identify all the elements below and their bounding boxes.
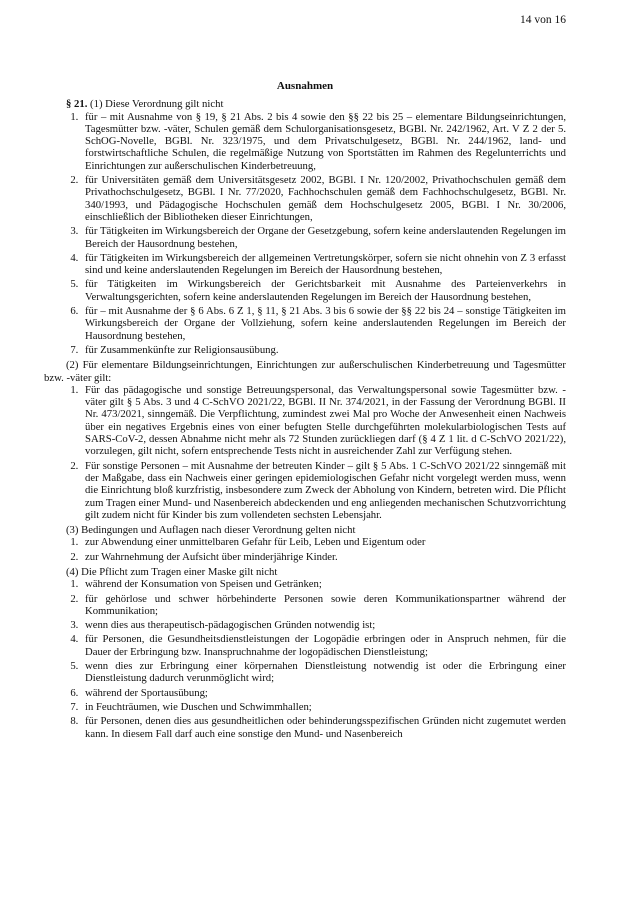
list-item: 7. in Feuchträumen, wie Duschen und Schwimmhallen; <box>81 701 566 713</box>
list-item: 1. Für das pädagogische und sonstige Betreuungspersonal, das Verwaltungspersonal sowie Tagesmütter bzw. -väter gilt § 5 Abs. 3 und 4 C-SchVO 2021/22, BGBl. II Nr. 374/2021, in der Fassung der Verordnung BGBl. II Nr. 473/2021, sinngemäß. Die Verpflichtung, zumindest zwei Mal pro Woche der Anwesenheit einen Nachweis über ein negatives Ergebnis eines von einer befugten Stelle durchgeführten molekularbiologischen Tests auf SARS-CoV-2, dessen Abnahme nicht mehr als 72 Stunden zurückliegen darf (§ 4 Z 1 lit. d C-SchVO 2021/22), vorzulegen, gilt nicht, sofern entsprechende Tests nicht in ausreichender Zahl zur Verfügung stehen. <box>81 384 566 458</box>
paragraph-2-intro: (2) Für elementare Bildungseinrichtungen, Einrichtungen zur außerschulischen Kinderbetreuung und Tagesmütter bzw. -väter gilt: <box>44 359 566 384</box>
paragraph-1-list <box>44 111 566 357</box>
list-item: 2. zur Wahrnehmung der Aufsicht über minderjährige Kinder. <box>81 551 566 563</box>
section-number: § 21. <box>66 98 88 111</box>
paragraph-1-intro <box>44 98 566 110</box>
list-item: 5. wenn dies zur Erbringung einer körpernahen Dienstleistung notwendig ist oder die Erbringung einer Dienstleistung dadurch verunmöglicht wird; <box>81 660 566 685</box>
list-item: 3. für Tätigkeiten im Wirkungsbereich der Organe der Gesetzgebung, sofern keine anderslautenden Regelungen im Bereich der Hausordnung bestehen, <box>81 225 566 250</box>
list-item: 7. für Zusammenkünfte zur Religionsausübung. <box>81 344 566 356</box>
list-item: 4. für Tätigkeiten im Wirkungsbereich der allgemeinen Vertretungskörper, sofern sie nicht ohnehin von Z 3 erfasst sind und keine anderslautenden Regelungen im Bereich der Hausordnung bestehen, <box>81 252 566 277</box>
list-item: 1. während der Konsumation von Speisen und Getränken; <box>81 578 566 590</box>
list-item: 2. für Universitäten gemäß dem Universitätsgesetz 2002, BGBl. I Nr. 120/2002, Privathochschulen gemäß dem Privathochschulgesetz, BGBl. I Nr. 77/2020, Fachhochschulen gemäß dem Fachhochschulgesetz, BGBl. Nr. 340/1993, und Pädagogische Hochschulen gemäß dem Hochschulgesetz 2005, BGBl. I Nr. 30/2006, einschließlich der Bibliotheken dieser Einrichtungen, <box>81 174 566 223</box>
list-item: 6. während der Sportausübung; <box>81 687 566 699</box>
list-item: 5. für Tätigkeiten im Wirkungsbereich der Gerichtsbarkeit mit Ausnahme des Parteienverkehrs in Verwaltungsgerichten, sofern keine anderslautenden Regelungen im Bereich der Hausordnung bestehen, <box>81 278 566 303</box>
list-item: 1. für – mit Ausnahme von § 19, § 21 Abs. 2 bis 4 sowie den §§ 22 bis 25 – elementare Bildungseinrichtungen, Tagesmütter bzw. -väter, Schulen gemäß dem Schulorganisationsgesetz, BGBl. Nr. 242/1962, Art. V Z 2 der 5. SchOG-Novelle, BGBl. Nr. 323/1975, und dem Privatschulgesetz, BGBl. Nr. 244/1962, land- und forstwirtschaftliche Schulen, die regelmäßige Nutzung von Sportstätten im Rahmen des Regelunterrichts und Einrichtungen zur außerschulischen Kinderbetreuung, <box>81 111 566 172</box>
list-item: 3. wenn dies aus therapeutisch-pädagogischen Gründen notwendig ist; <box>81 619 566 631</box>
list-item: 2. für gehörlose und schwer hörbehinderte Personen sowie deren Kommunikationspartner während der Kommunikation; <box>81 593 566 618</box>
paragraph-3-list <box>44 536 566 563</box>
page-number: 14 von 16 <box>520 14 566 26</box>
list-item: 8. für Personen, denen dies aus gesundheitlichen oder behinderungsspezifischen Gründen nicht zugemutet werden kann. In diesem Fall darf auch eine sonstige den Mund- und Nasenbereich <box>81 715 566 740</box>
paragraph-4-list <box>44 578 566 740</box>
section-heading: Ausnahmen <box>276 80 334 92</box>
list-item: 6. für – mit Ausnahme der § 6 Abs. 6 Z 1, § 11, § 21 Abs. 3 bis 6 sowie der §§ 22 bis 24 – sonstige Tätigkeiten im Wirkungsbereich der Organe der Vollziehung, sofern keine anderslautenden Regelungen im Bereich der Hausordnung bestehen, <box>81 305 566 342</box>
list-item: 1. zur Abwendung einer unmittelbaren Gefahr für Leib, Leben und Eigentum oder <box>81 536 566 548</box>
paragraph-1-text: (1) Diese Verordnung gilt nicht <box>90 98 224 111</box>
document-body <box>44 80 566 743</box>
list-item: 2. Für sonstige Personen – mit Ausnahme der betreuten Kinder – gilt § 5 Abs. 1 C-SchVO 2021/22 sinngemäß mit der Maßgabe, dass ein Nachweis einer geringen epidemiologischen Gefahr nicht vorgelegt werden muss, wenn die Einrichtung bloß kurzfristig, insbesondere zum Zweck der Abholung von Kindern, betreten wird. Die Pflicht zum Tragen einer Mund- und Nasenbereich abdeckenden und eng anliegenden mechanischen Schutzvorrichtung gilt zudem nicht für Kinder bis zum vollendeten sechsten Lebensjahr. <box>81 460 566 521</box>
paragraph-3-intro: (3) Bedingungen und Auflagen nach dieser Verordnung gelten nicht <box>66 524 356 537</box>
list-item: 4. für Personen, die Gesundheitsdienstleistungen der Logopädie erbringen oder in Anspruch nehmen, für die Dauer der Erbringung bzw. Inanspruchnahme der logopädischen Dienstleistung; <box>81 633 566 658</box>
paragraph-2-list <box>44 384 566 521</box>
paragraph-4-intro: (4) Die Pflicht zum Tragen einer Maske gilt nicht <box>66 565 278 578</box>
